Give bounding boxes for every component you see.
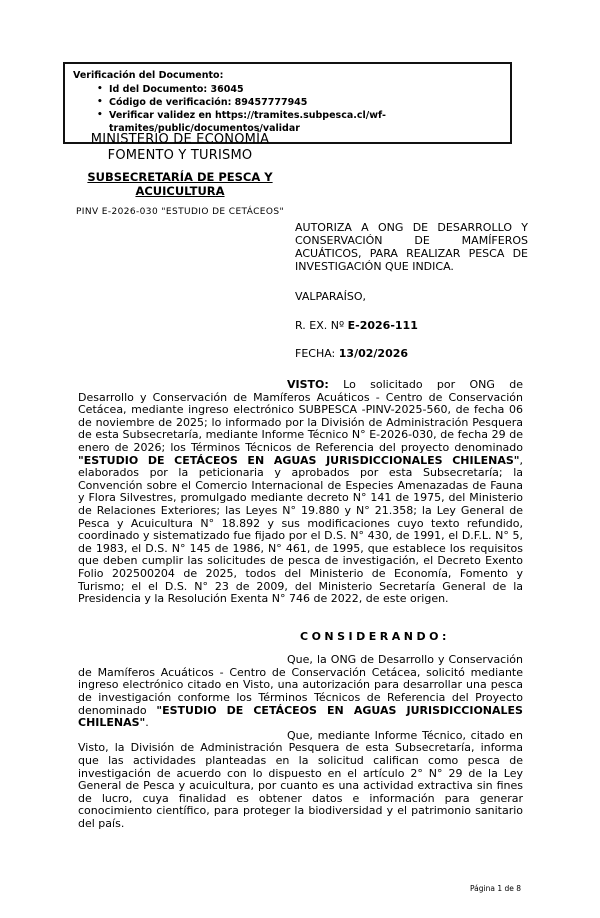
subsecretaria-name	[40, 170, 320, 198]
bullet-icon: •	[97, 110, 103, 120]
text-segment: .	[145, 716, 149, 730]
verification-item-text: Id del Documento: 36045	[109, 84, 244, 95]
verification-list	[73, 83, 502, 135]
resolution-number-line	[295, 319, 528, 332]
bullet-icon: •	[97, 84, 103, 94]
city-line: VALPARAÍSO,	[295, 290, 367, 303]
text-segment: Que, la ONG de Desarrollo y Conservación de Mamíferos Acuáticos - Centro de Conservación Cetácea, solicitó mediante ingreso electrónico citado en Visto, una autorización para desarrollar una pesca de investigación conforme los Términos Técnicos de Referencia del Proyecto denominado	[78, 653, 523, 717]
text-segment: "ESTUDIO DE CETÁCEOS EN AGUAS JURISDICCIONALES CHILENAS"	[78, 703, 523, 730]
letterhead	[40, 132, 320, 217]
project-reference: PINV E-2026-030 "ESTUDIO DE CETÁCEOS"	[75, 207, 285, 217]
visto-paragraph	[78, 379, 523, 606]
bullet-icon: •	[97, 97, 103, 107]
text-segment: Lo solicitado por ONG de Desarrollo y Conservación de Mamíferos Acuáticos - Centro de Conservación Cetácea, mediante ingreso electrónico SUBPESCA -PINV-2025-560, de fecha 06 de noviembre de 2025; lo informado por la División de Administración Pesquera de esta Subsecretaría, mediante Informe Técnico N° E-2026-030, de fecha 29 de enero de 2026; los Términos Técnicos de Referencia del proyecto denominado	[78, 378, 523, 454]
text-segment: "ESTUDIO DE CETÁCEOS EN AGUAS JURISDICCIONALES CHILENAS"	[78, 453, 520, 467]
date-value: 13/02/2026	[338, 347, 409, 360]
resolution-body	[78, 379, 523, 831]
text-segment: , elaborados por la peticionaria y aprobados por esta Subsecretaría; la Convención sobre el Comercio Internacional de Especies Amenazadas de Fauna y Flora Silvestres, promulgado mediante decreto N° 141 de 1975, del Ministerio de Relaciones Exteriores; las Leyes N° 19.880 y N° 21.358; la Ley General de Pesca y Acuicultura N° 18.892 y sus modificaciones cuyo texto refundido, coordinado y sistematizado fue fijado por el D.S. N° 430, de 1991, el D.F.L. N° 5, de 1983, el D.S. N° 145 de 1986, N° 461, de 1995, que establece los requisitos que deben cumplir las solicitudes de pesca de investigación, el Decreto Exento Folio 202500204 de 2025, todos del Ministerio de Economía, Fomento y Turismo; el el D.S. N° 23 de 2009, del Ministerio Secretaría General de la Presidencia y la Resolución Exenta N° 746 de 2022, de este origen.	[78, 453, 523, 606]
verification-title: Verificación del Documento:	[73, 70, 224, 81]
date-line	[295, 347, 528, 360]
verification-item-code	[97, 96, 502, 109]
date-label: FECHA:	[295, 347, 339, 360]
text-segment: Que, mediante Informe Técnico, citado en Visto, la División de Administración Pesquera de esta Subsecretaría, informa que las actividades planteadas en la solicitud califican como pesca de investigación de acuerdo con lo dispuesto en el artículo 2° N° 29 de la Ley General de Pesca y acuicultura, por cuanto es una actividad extractiva sin fines de lucro, cuya finalidad es obtener datos e información para generar conocimiento científico, para proteger la biodiversidad y el patrimonio sanitario del país.	[78, 728, 523, 830]
considerando-heading: CONSIDERANDO:	[300, 629, 450, 643]
resolution-title-block	[295, 221, 528, 360]
considerando-paragraph-2	[78, 730, 523, 831]
considerando-paragraph-1	[78, 654, 523, 730]
resolution-subject: AUTORIZA A ONG DE DESARROLLO Y CONSERVACIÓN DE MAMÍFEROS ACUÁTICOS, PARA REALIZAR PESCA DE INVESTIGACIÓN QUE INDICA.	[295, 221, 528, 273]
verification-item-text: Código de verificación: 89457777945	[109, 97, 308, 108]
page-number: Página 1 de 8	[470, 884, 522, 893]
text-segment: VISTO:	[287, 378, 329, 391]
resolution-number-label: R. EX. Nº	[295, 319, 348, 332]
ministry-line-1: MINISTERIO DE ECONOMÍA	[90, 132, 270, 147]
verification-url-text: Verificar validez en https://tramites.subpesca.cl/wf-tramites/public/documentos/validar	[109, 110, 386, 134]
ministry-line-2: FOMENTO Y TURISMO	[107, 148, 253, 163]
ministry-name	[40, 132, 320, 164]
resolution-number-value: E-2026-111	[347, 319, 418, 332]
verification-item-id	[97, 83, 502, 96]
subsecretaria-line-2: ACUICULTURA	[135, 184, 225, 198]
subsecretaria-line-1: SUBSECRETARÍA DE PESCA Y	[87, 170, 273, 184]
